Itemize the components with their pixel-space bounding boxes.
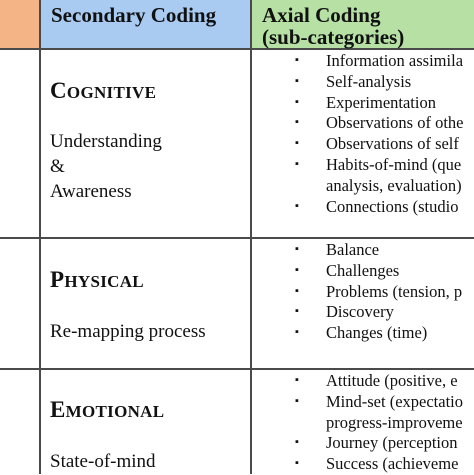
subcategory-item: ▪ Balance [295, 240, 380, 259]
bullet-icon: ▪ [295, 457, 299, 470]
row-left-cell [0, 50, 41, 239]
subcategory-item: ▪ Connections (studio [295, 196, 459, 216]
bullet-icon: ▪ [295, 116, 299, 129]
category-title-cognitive: COGNITIVE [50, 78, 157, 103]
subcategory-item: ▪ Success (achieveme [295, 454, 459, 474]
category-cell-emotional [41, 370, 252, 474]
bullet-icon: ▪ [295, 326, 299, 339]
bullet-icon: ▪ [295, 436, 299, 449]
subcategory-item-continuation: analysis, evaluation) [326, 175, 462, 195]
subcategory-item: ▪ Habits-of-mind (que [295, 154, 462, 174]
bullet-icon: ▪ [295, 305, 299, 318]
category-description-line: Re-mapping process [50, 321, 206, 342]
subcategory-item-continuation: progress-improveme [326, 412, 463, 432]
category-description-line: Understanding [50, 131, 162, 152]
row-left-cell [0, 239, 41, 370]
header-left-cell [0, 0, 41, 50]
subcategory-cell-cognitive [252, 50, 474, 239]
bullet-icon: ▪ [295, 243, 299, 255]
subcategory-cell-emotional [252, 370, 474, 474]
category-title-physical: PHYSICAL [50, 267, 144, 292]
subcategory-item: ▪ Problems (tension, p [295, 281, 463, 301]
bullet-icon: ▪ [295, 74, 299, 87]
subcategory-list-physical [252, 240, 474, 344]
subcategory-item: ▪ Observations of othe [295, 113, 464, 133]
header-axial-coding: Axial Coding [262, 3, 381, 27]
subcategory-item: ▪ Challenges [295, 260, 400, 280]
category-description-line: Awareness [50, 181, 132, 202]
subcategory-item: ▪ Observations of self [295, 134, 459, 154]
category-description-line: State-of-mind [50, 451, 156, 472]
header-axial-cell [252, 0, 474, 50]
bullet-icon: ▪ [295, 394, 299, 407]
bullet-icon: ▪ [295, 374, 299, 386]
bullet-icon: ▪ [295, 137, 299, 150]
subcategory-item: ▪ Self-analysis [295, 71, 412, 91]
header-subcategories: (sub-categories) [262, 25, 405, 49]
bullet-icon: ▪ [295, 199, 299, 212]
category-cell-cognitive [41, 50, 252, 239]
header-secondary-cell [41, 0, 252, 50]
subcategory-cell-physical [252, 239, 474, 370]
bullet-icon: ▪ [295, 263, 299, 276]
subcategory-item: ▪ Mind-set (expectatio [295, 391, 463, 411]
category-cell-physical [41, 239, 252, 370]
subcategory-item: ▪ Attitude (positive, e [295, 371, 458, 390]
category-title-emotional: EMOTIONAL [50, 397, 165, 422]
subcategory-list-cognitive [252, 51, 474, 217]
subcategory-list-emotional [252, 371, 474, 475]
row-left-cell [0, 370, 41, 474]
subcategory-item: ▪ Journey (perception [295, 433, 458, 453]
bullet-icon: ▪ [295, 54, 299, 66]
category-description-line: & [50, 156, 65, 177]
subcategory-item: ▪ Information assimila [295, 51, 464, 70]
header-secondary-coding: Secondary Coding [51, 3, 217, 27]
bullet-icon: ▪ [295, 284, 299, 297]
subcategory-item: ▪ Changes (time) [295, 323, 428, 343]
subcategory-item: ▪ Experimentation [295, 92, 436, 112]
bullet-icon: ▪ [295, 157, 299, 170]
subcategory-item: ▪ Discovery [295, 302, 394, 322]
bullet-icon: ▪ [295, 95, 299, 108]
